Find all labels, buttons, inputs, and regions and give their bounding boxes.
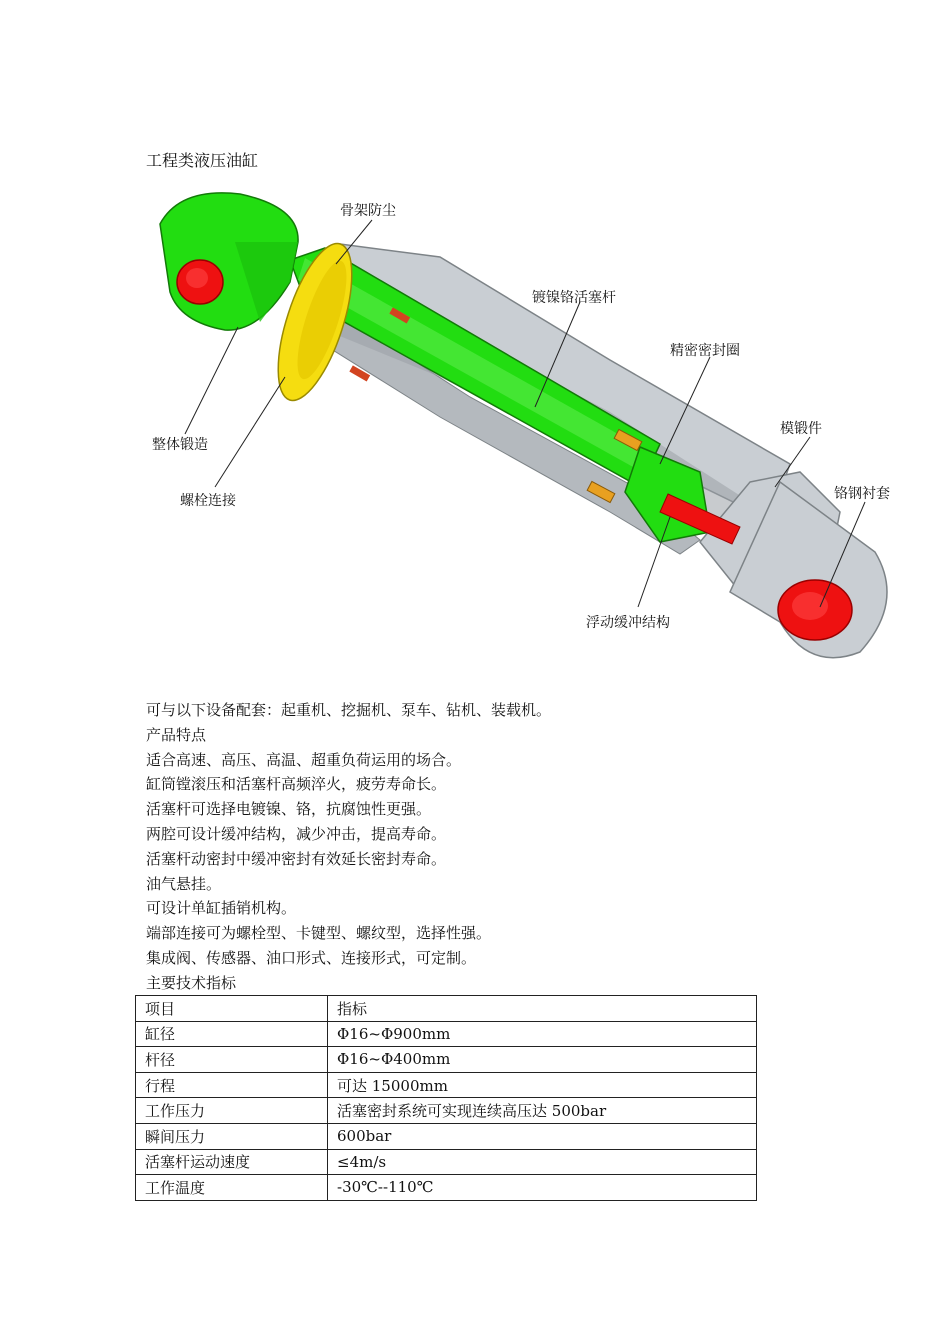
callout-bushing: 铬钢衬套 bbox=[834, 486, 890, 502]
hydraulic-cylinder-figure bbox=[140, 182, 910, 672]
row-label: 活塞杆运动速度 bbox=[136, 1149, 328, 1175]
row-label: 工作温度 bbox=[136, 1175, 328, 1201]
row-value: Φ16~Φ400mm bbox=[328, 1047, 757, 1073]
header-cell-item: 项目 bbox=[136, 996, 328, 1022]
leader-integral-forging bbox=[185, 327, 238, 434]
callout-floating-cushion: 浮动缓冲结构 bbox=[586, 615, 670, 631]
leader-bolt-connection bbox=[215, 377, 285, 487]
callout-bolt-connection: 螺栓连接 bbox=[180, 493, 236, 509]
table-row bbox=[136, 1123, 757, 1149]
feature-item: 端部连接可为螺栓型、卡键型、螺纹型，选择性强。 bbox=[146, 924, 492, 943]
callout-integral-forging: 整体锻造 bbox=[152, 437, 208, 453]
spec-heading: 主要技术指标 bbox=[146, 974, 237, 992]
row-value: 可达 15000mm bbox=[328, 1072, 757, 1098]
table-row bbox=[136, 1047, 757, 1073]
table-row bbox=[136, 1175, 757, 1201]
product-description bbox=[146, 698, 786, 971]
table-row bbox=[136, 1098, 757, 1124]
table-row bbox=[136, 1021, 757, 1047]
feature-item: 集成阀、传感器、油口形式、连接形式，可定制。 bbox=[146, 948, 477, 967]
row-value: -30℃--110℃ bbox=[328, 1175, 757, 1201]
row-label: 缸径 bbox=[136, 1021, 328, 1047]
row-label: 工作压力 bbox=[136, 1098, 328, 1124]
document-title: 工程类液压油缸 bbox=[146, 151, 259, 170]
paragraph-equipment: 可与以下设备配套：起重机、挖掘机、泵车、钻机、装载机。 bbox=[146, 701, 552, 719]
feature-item: 适合高速、高压、高温、超重负荷运用的场合。 bbox=[146, 750, 462, 769]
heading-features: 产品特点 bbox=[146, 725, 207, 744]
row-value: ≤4m/s bbox=[328, 1149, 757, 1175]
row-label: 瞬间压力 bbox=[136, 1123, 328, 1149]
row-label: 杆径 bbox=[136, 1047, 328, 1073]
header-cell-value: 指标 bbox=[328, 996, 757, 1022]
callout-forging: 模锻件 bbox=[780, 421, 822, 437]
table-header-row bbox=[136, 996, 757, 1022]
feature-item: 缸筒镗滚压和活塞杆高频淬火，疲劳寿命长。 bbox=[146, 775, 447, 794]
table-row bbox=[136, 1149, 757, 1175]
callout-precision-seal: 精密密封圈 bbox=[670, 343, 740, 359]
row-label: 行程 bbox=[136, 1072, 328, 1098]
feature-item: 可设计单缸插销机构。 bbox=[146, 899, 297, 918]
cutaway-illustration bbox=[140, 182, 910, 672]
feature-item: 两腔可设计缓冲结构，减少冲击，提高寿命。 bbox=[146, 824, 447, 843]
feature-item: 活塞杆可选择电镀镍、铬，抗腐蚀性更强。 bbox=[146, 800, 432, 819]
table-row bbox=[136, 1072, 757, 1098]
callout-dust-seal: 骨架防尘 bbox=[340, 203, 396, 219]
feature-item: 活塞杆动密封中缓冲密封有效延长密封寿命。 bbox=[146, 849, 447, 868]
row-value: 600bar bbox=[328, 1123, 757, 1149]
callout-piston-rod: 镀镍铬活塞杆 bbox=[532, 290, 616, 306]
row-value: 活塞密封系统可实现连续高压达 500bar bbox=[328, 1098, 757, 1124]
feature-item: 油气悬挂。 bbox=[146, 874, 222, 893]
spec-table bbox=[135, 995, 757, 1201]
row-value: Φ16~Φ900mm bbox=[328, 1021, 757, 1047]
